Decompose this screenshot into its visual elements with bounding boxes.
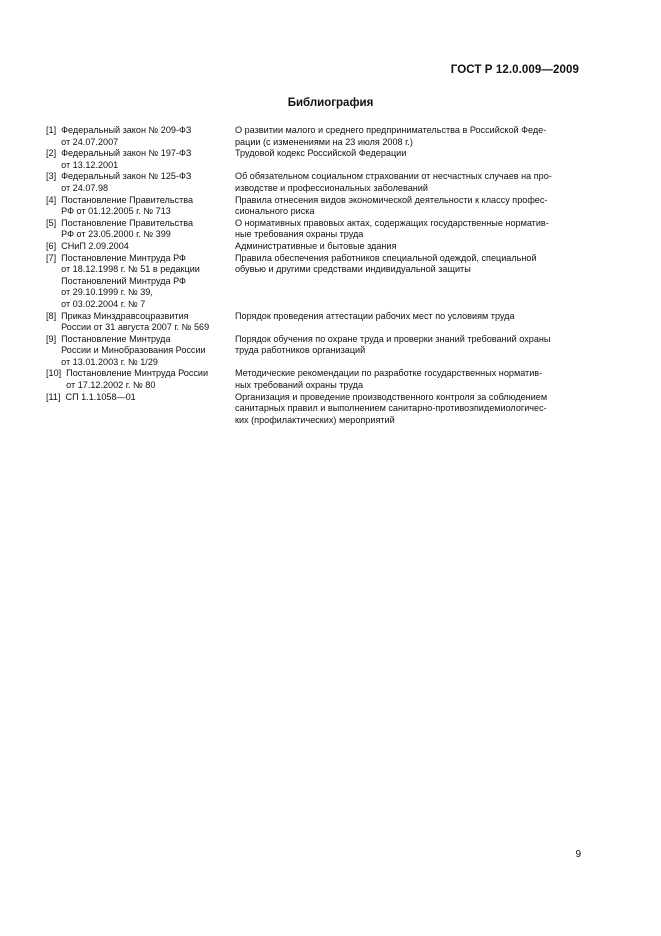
entry-title: Административные и бытовые здания — [235, 240, 397, 251]
bibliography-entry — [46, 392, 584, 427]
entry-title: Об обязательном социальном страховании от несчастных случаев на про- изводстве и профессиональных заболеваний — [235, 171, 552, 193]
entry-title: Правила отнесения видов экономической деятельности к классу профес- сионального риска — [235, 194, 548, 217]
entry-title: Организация и проведение производственного контроля за соблюдением санитарных правил и выполнением санитарно-противоэпидемиологичес- ких (профилактических) мероприятий — [235, 391, 548, 425]
entry-title: Трудовой кодекс Российской Федерации — [235, 148, 407, 159]
entry-source: Федеральный закон № 125-ФЗ от 24.07.98 — [61, 171, 192, 193]
bibliography-entry — [46, 253, 584, 311]
entry-number: [4] — [46, 194, 57, 205]
entry-title: Методические рекомендации по разработке государственных норматив- ных требований охраны труда — [235, 368, 543, 391]
document-code: ГОСТ Р 12.0.009—2009 — [450, 64, 579, 76]
entry-source: СП 1.1.1058—01 — [65, 391, 136, 402]
entry-number: [8] — [46, 310, 57, 321]
entry-source: Постановление Правительства РФ от 23.05.2000 г. № 399 — [61, 217, 194, 240]
bibliography-entry — [46, 334, 584, 369]
entry-title: О нормативных правовых актах, содержащих государственные норматив- ные требования охраны труда — [235, 217, 549, 240]
entry-title: Порядок проведения аттестации рабочих мест по условиям труда — [235, 310, 515, 321]
entry-source: СНиП 2.09.2004 — [61, 240, 129, 251]
bibliography-entry — [46, 195, 584, 218]
entry-source: Постановление Правительства РФ от 01.12.2005 г. № 713 — [61, 194, 194, 217]
bibliography-entry — [46, 241, 584, 253]
entry-source: Федеральный закон № 197-ФЗ от 13.12.2001 — [61, 148, 192, 170]
entry-number: [3] — [46, 171, 57, 182]
bibliography-entry — [46, 171, 584, 194]
entry-source: Федеральный закон № 209-ФЗ от 24.07.2007 — [61, 125, 192, 147]
entry-number: [11] — [46, 391, 61, 402]
entry-source: Постановление Минтруда России от 17.12.2002 г. № 80 — [66, 368, 209, 391]
entry-source: Постановление Минтруда России и Минобразования России от 13.01.2003 г. № 1/29 — [61, 333, 206, 367]
bibliography-entry — [46, 148, 584, 171]
bibliography-title: Библиография — [287, 97, 374, 109]
bibliography-entry — [46, 311, 584, 334]
entry-title: Порядок обучения по охране труда и проверки знаний требований охраны труда работников организаций — [235, 333, 551, 356]
entry-number: [2] — [46, 148, 57, 159]
entry-number: [6] — [46, 240, 57, 251]
entry-number: [7] — [46, 252, 57, 263]
entry-source: Постановление Минтруда РФ от 18.12.1998 г. № 51 в редакции Постановлений Минтруда РФ от 29.10.1999 г. № 39, от 03.02.2004 г. № 7 — [61, 252, 200, 309]
entry-number: [9] — [46, 333, 57, 344]
bibliography-list — [46, 125, 584, 426]
entry-source: Приказ Минздравсоцразвития России от 31 августа 2007 г. № 569 — [61, 310, 210, 333]
entry-number: [5] — [46, 217, 57, 228]
page-number: 9 — [575, 849, 581, 860]
bibliography-entry — [46, 125, 584, 148]
entry-title: О развитии малого и среднего предпринимательства в Российской Феде- рации (с изменениями на 23 июля 2008 г.) — [235, 125, 547, 147]
entry-title: Правила обеспечения работников специальной одеждой, специальной обувью и другими средствами индивидуальной защиты — [235, 252, 537, 275]
entry-number: [10] — [46, 368, 62, 379]
entry-number: [1] — [46, 125, 57, 135]
bibliography-entry — [46, 218, 584, 241]
bibliography-entry — [46, 368, 584, 391]
